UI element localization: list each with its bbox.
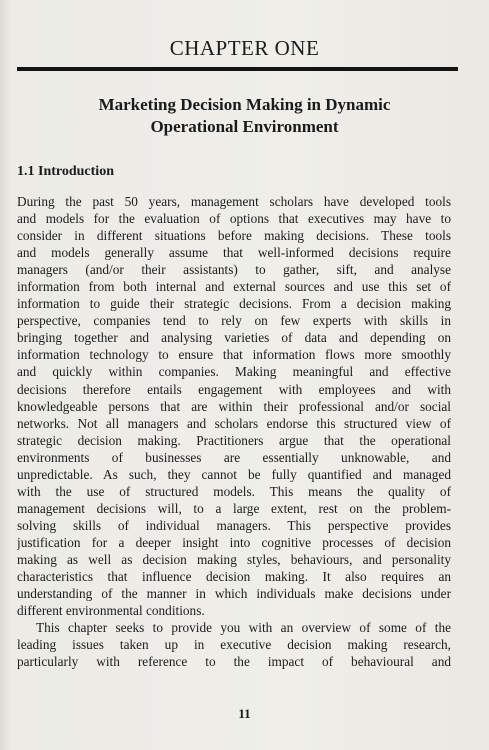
- paragraph-line: information from both internal and external sources and use this set of: [17, 279, 451, 295]
- subsection-heading: 1.1 Introduction: [17, 164, 114, 179]
- section-title-line-1: Marketing Decision Making in Dynamic: [98, 95, 391, 114]
- paragraph: [17, 193, 451, 619]
- paragraph-line: unpredictable. As such, they cannot be fully quantified and managed: [17, 466, 451, 482]
- paragraph-line: managers (and/or their assistants) to gather, sift, and analyse: [17, 262, 451, 278]
- paragraph: [17, 619, 451, 670]
- paragraph-line: particularly with reference to the impact of behavioural and: [17, 654, 451, 670]
- paragraph-line: perspective, companies tend to rely on few experts with skills in: [17, 313, 451, 329]
- paragraph-line: justification for a deeper insight into cognitive processes of decision: [17, 534, 451, 550]
- paragraph-line: information to guide their strategic decisions. From a decision making: [17, 296, 451, 312]
- chapter-divider: [17, 67, 458, 71]
- section-title-line-2: Operational Environment: [150, 117, 339, 136]
- paragraph-line: making as well as decision making styles, behaviours, and personality: [17, 551, 451, 567]
- paragraph-line: environments of businesses are essentially unknowable, and: [17, 449, 451, 465]
- paragraph-line: understanding of the manner in which individuals make decisions under: [17, 586, 451, 602]
- paragraph-line: solving skills of individual managers. This perspective provides: [17, 517, 451, 533]
- paragraph-line: knowledgeable persons that are within their professional and/or social: [17, 398, 451, 414]
- paragraph-line: strategic decision making. Practitioners argue that the operational: [17, 432, 451, 448]
- paragraph-line: management decisions will, to a large extent, rest on the problem-: [17, 500, 451, 516]
- paragraph-line: This chapter seeks to provide you with an overview of some of the: [36, 620, 451, 636]
- body-text: [17, 193, 451, 670]
- paragraph-line: and models for the evaluation of options that executives may have to: [17, 211, 451, 227]
- paragraph-line: and quickly within companies. Making meaningful and effective: [17, 364, 451, 380]
- paragraph-line: networks. Not all managers and scholars endorse this structured view of: [17, 415, 451, 431]
- paragraph-line: with the use of structured models. This means the quality of: [17, 483, 451, 499]
- paragraph-line: leading issues taken up in executive decision making research,: [17, 637, 451, 653]
- paragraph-line: consider in different situations before making decisions. These tools: [17, 228, 451, 244]
- paragraph-line: decisions therefore entails engagement with employees and with: [17, 381, 451, 397]
- paragraph-line: information technology to ensure that information flows more smoothly: [17, 347, 451, 363]
- paragraph-line: characteristics that influence decision making. It also requires an: [17, 569, 451, 585]
- paragraph-line: different environmental conditions.: [17, 603, 205, 619]
- section-title: [0, 94, 489, 138]
- chapter-title: CHAPTER ONE: [169, 36, 320, 60]
- page-number: 11: [238, 706, 251, 721]
- paragraph-line: and models generally assume that well-informed decisions require: [17, 245, 451, 261]
- paragraph-line: During the past 50 years, management scholars have developed tools: [17, 194, 451, 209]
- paragraph-line: bringing together and analysing varieties of data and depending on: [17, 330, 451, 346]
